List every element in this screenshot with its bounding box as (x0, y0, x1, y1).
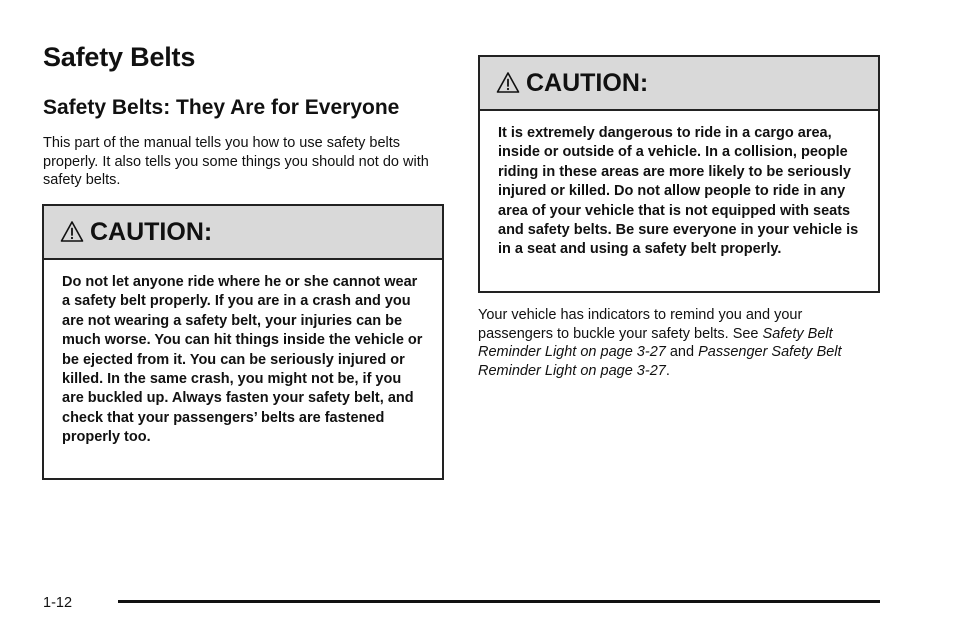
footer-rule (118, 600, 880, 603)
intro-paragraph: This part of the manual tells you how to use safety belts properly. It also tells you some things you should not do with safety belts. (43, 135, 429, 188)
warning-triangle-icon (496, 71, 520, 95)
safety-belt-reminder-link[interactable]: Safety Belt Reminder Light on page 3-27 (478, 325, 833, 360)
reminder-paragraph (478, 306, 880, 380)
reminder-text: and (665, 344, 699, 360)
page-title: Safety Belts (43, 42, 196, 72)
caution-box-left (42, 204, 444, 480)
passenger-safety-belt-reminder-link[interactable]: Passenger Safety Belt Reminder Light on page 3-27 (478, 344, 842, 379)
caution-label: CAUTION: (90, 217, 213, 246)
reminder-text: Your vehicle has indicators to remind you and your passengers to buckle your safety belts. See (478, 307, 803, 342)
caution-text: Do not let anyone ride where he or she cannot wear a safety belt properly. If you are in a crash and you are not wearing a safety belt, your injuries can be much worse. You can hit things inside the vehicle or be ejected from it. You can be seriously injured or killed. In the same crash, you might not be, if you are buckled up. Always fasten your safety belt, and check that your passengers’ belts are fastened properly too. (62, 274, 423, 446)
page-number: 1-12 (43, 595, 73, 611)
caution-text: It is extremely dangerous to ride in a cargo area, inside or outside of a vehicle. In a collision, people riding in these areas are more likely to be seriously injured or killed. Do not allow people to ride in any area of your vehicle that is not equipped with seats and safety belts. Be sure everyone in your vehicle is in a seat and using a safety belt properly. (498, 125, 859, 258)
caution-box-right (478, 55, 880, 293)
warning-triangle-icon (60, 220, 84, 244)
caution-header (44, 206, 442, 260)
section-title: Safety Belts: They Are for Everyone (43, 96, 400, 119)
caution-header (480, 57, 878, 111)
reminder-text: . (665, 362, 670, 379)
caution-label: CAUTION: (526, 68, 649, 97)
